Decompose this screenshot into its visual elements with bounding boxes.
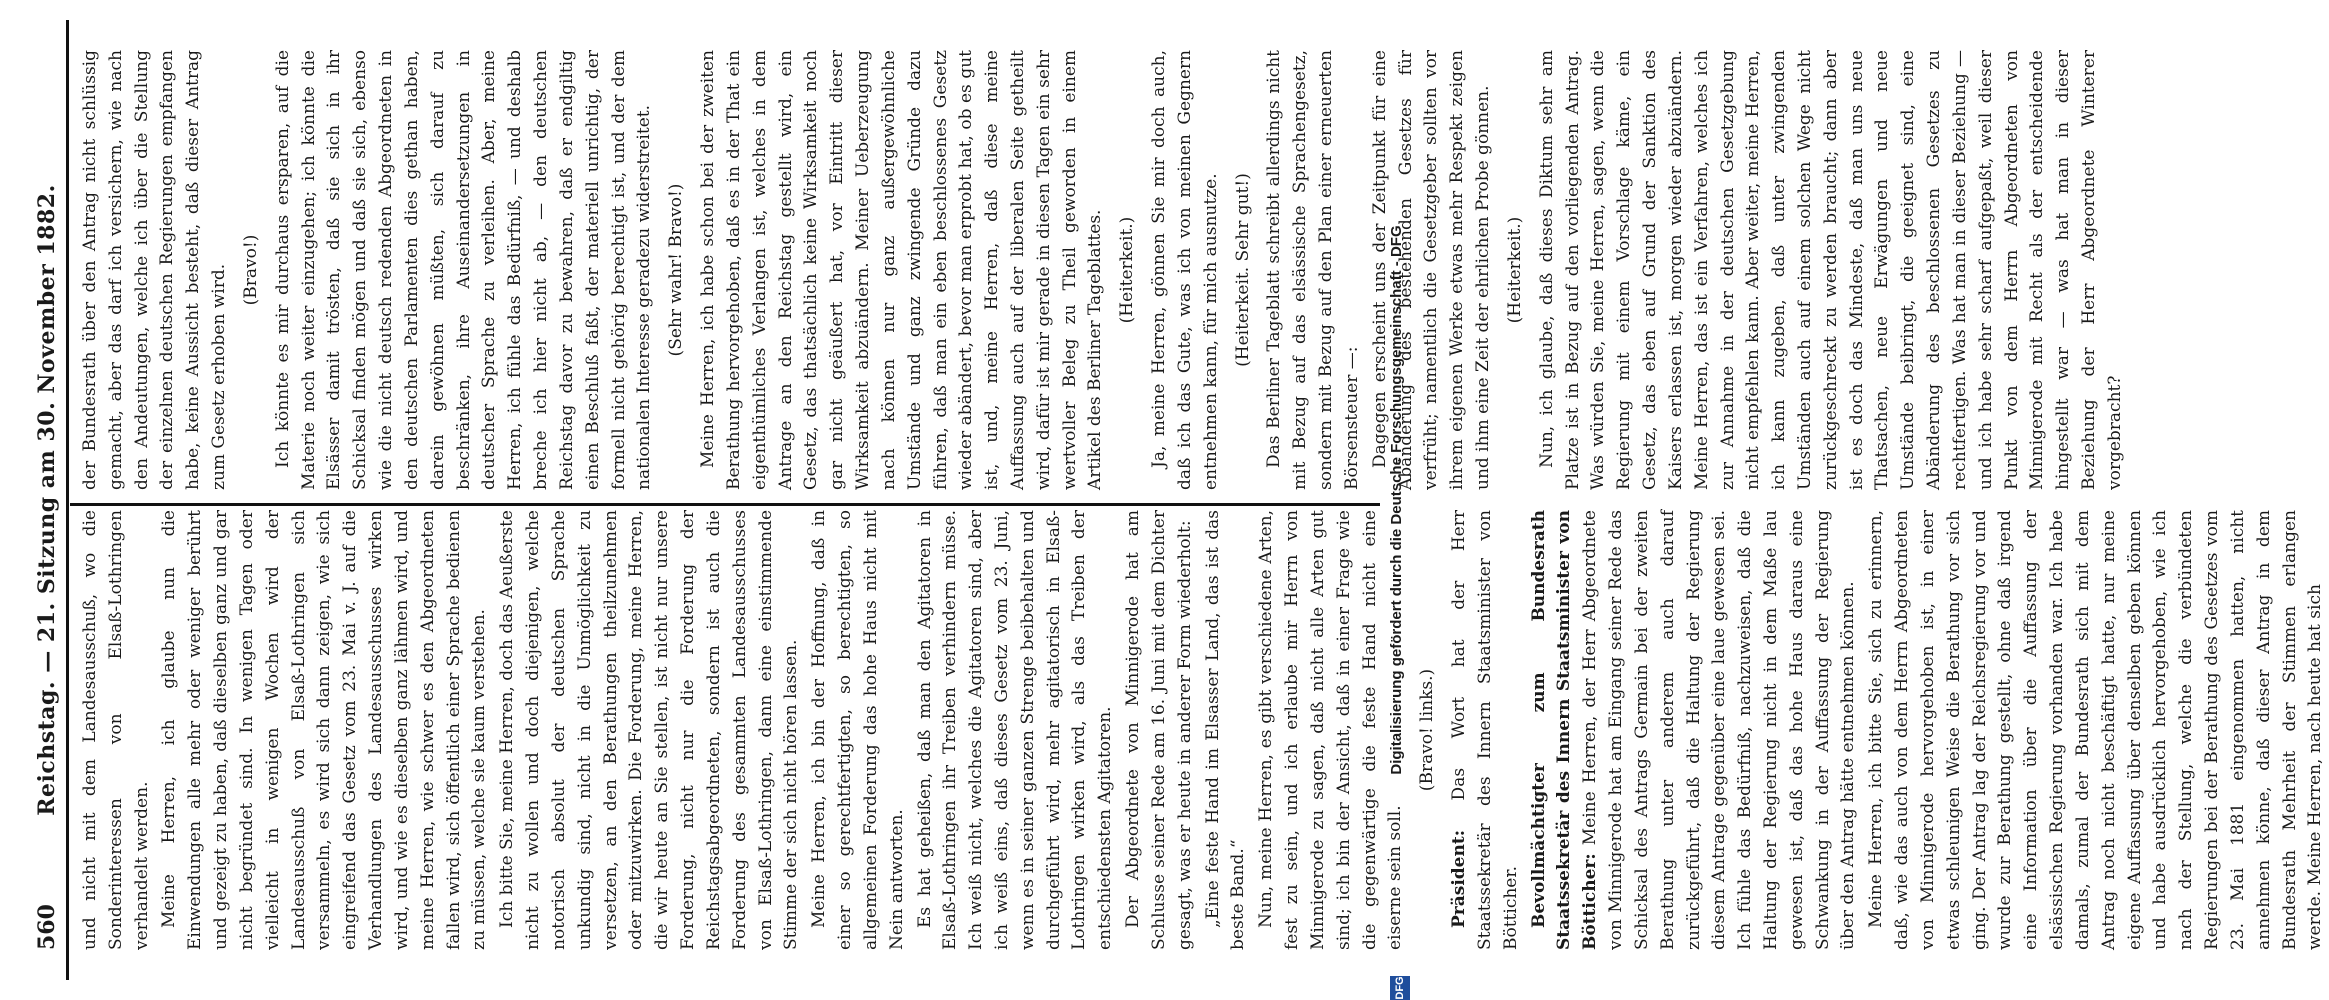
speaker-paragraph — [1527, 510, 1863, 950]
right-column — [78, 50, 2125, 490]
left-column — [78, 510, 2326, 950]
speech-text: Das Wort hat der Herr Staatssekretär des Innern Staatsminister von Bötticher. — [1449, 510, 1521, 950]
paragraph: Der Abgeordnete von Minnigerode hat am Schlusse seiner Rede am 16. Juni mit dem Dichter gesagt, was er heute in anderer Form wiederholt: — [1123, 510, 1195, 950]
header-rule — [66, 20, 69, 980]
paragraph: Meine Herren, ich bitte Sie, sich zu erinnern, daß, wie das auch von dem Herrn Abgeordneten von Minnigerode hervorgehoben ist, in einer etwas schleunigen Weise die Berathung vor sich ging. Der Antrag lag der Reichsregierung vor und wurde zur Berathung gestellt, ohne daß irgend eine Information über die Auffassung der elsässischen Regierung vorhanden war. Ich habe damals, zumal der Bundesrath sich mit dem Antrag noch nicht beschäftigt hatte, nur meine eigene Auffassung über denselben geben können und habe ausdrücklich hervorgehoben, wie ich nach der Stellung, welche die verbündeten Regierungen bei der Berathung des Gesetzes vom 23. Mai 1881 eingenommen hatten, nicht annehmen könne, daß dieser Antrag in dem Bundesrath Mehrheit der Stimmen erlangen werde. Meine Herren, nach heute hat sich — [1866, 510, 2326, 950]
speaker-name: Präsident: — [1449, 830, 1470, 928]
interjection: (Heiterkeit.) — [1504, 216, 1525, 324]
speaker-paragraph — [1447, 510, 1524, 950]
paragraph: Das Berliner Tageblatt schreibt allerdings nicht mit Bezug auf das elsässische Sprachengesetz, sondern mit Bezug auf den Plan einer erneuerten Börsensteuer —: — [1264, 50, 1362, 490]
page-header — [32, 0, 66, 1000]
speaker-name: Bevollmächtigter zum Bundesrath Staatssekretär des Innern Staatsminister von Bötticher: — [1528, 510, 1601, 950]
paragraph: Ich bitte Sie, meine Herren, doch das Aeußerste nicht zu wollen und doch diejenigen, welche notorisch absolut der deutschen Sprache unkundig sind, nicht in die Unmöglichkeit zu versetzen, an den Berathungen theilzunehmen oder mitzuwirken. Die Forderung, meine Herren, die wir heute an Sie stellen, ist nicht nur unsere Forderung, nicht nur die Forderung der Reichstagsabgeordneten, sondern ist auch die Forderung des gesammten Landesausschusses von Elsaß-Lothringen, dann eine einstimmende Stimme der sich nicht hören lassen. — [497, 510, 802, 950]
paragraph: der Bundesrath über den Antrag nicht schlüssig gemacht, aber das darf ich versichern, wie nach den Andeutungen, welche ich über die Stellung der einzelnen deutschen Regierungen empfangen habe, keine Aussicht besteht, daß dieser Antrag zum Gesetz erhoben wird. — [80, 50, 230, 490]
column-divider — [70, 503, 1380, 506]
paragraph: „Eine feste Hand im Elsasser Land, das ist das beste Band.“ — [1202, 510, 1249, 950]
dfg-logo: DFG — [1390, 976, 1410, 1000]
interjection: (Sehr wahr! Bravo!) — [666, 183, 687, 357]
paragraph: Nun, ich glaube, daß dieses Diktum sehr am Platze ist in Bezug auf den vorliegenden Antrag. Was würden Sie, meine Herren, sagen, wenn die Regierung mit einem Vorschlage käme, ein Gesetz, das eben auf Grund der Sanktion des Kaisers erlassen ist, morgen wieder abzuändern. Meine Herren, das ist ein Verfahren, welches ich zur Annahme in der deutschen Gesetzgebung nicht empfehlen kann. Aber weiter, meine Herren, ich kann zugeben, daß unter zwingenden Umständen auch auf einem solchen Wege nicht zurückgeschreckt zu werden braucht; dann aber ist es doch das Mindeste, daß man uns neue Thatsachen, neue Erwägungen und neue Umstände beibringt, die geeignet sind, eine Abänderung des beschlossenen Gesetzes zu rechtfertigen. Was hat man in dieser Beziehung — und ich habe sehr scharf aufgepaßt, weil dieser Punkt von dem Herrn Abgeordneten von Minnigerode mit Recht als der entscheidende hingestellt war — was hat man in dieser Beziehung der Herr Abgeordnete Winterer vorgebracht? — [1536, 50, 2125, 490]
interjection: (Heiterkeit.) — [1117, 216, 1138, 324]
interjection: (Bravo!) — [240, 234, 261, 306]
digitization-note: Digitalisierung gefördert durch die Deutsche Forschungsgemeinschaft - DFG — [1388, 225, 1405, 775]
paragraph: Ich könnte es mir durchaus ersparen, auf die Materie noch weiter einzugehen; ich könnte die Elsässer damit trösten, daß sie sich in ihr Schicksal finden mögen und daß sie sich, ebenso wie die nicht deutsch redenden Abgeordneten in den deutschen Parlamenten dies gethan haben, darein gewöhnen müßten, sich darauf zu beschränken, ihre Auseinandersetzungen in deutscher Sprache zu verleihen. Aber, meine Herren, ich fühle das Bedürfniß, — und deshalb breche ich hier nicht ab, — den deutschen Reichstag davor zu bewahren, daß er endgiltig einen Beschluß faßt, der materiell unrichtig, der formell nicht gehörig berechtigt ist, und der dem nationalen Interesse geradezu widerstreitet. — [272, 50, 655, 490]
interjection: (Bravo! links.) — [1417, 668, 1438, 792]
paragraph: Meine Herren, ich bin der Hoffnung, daß in einer so gerechtfertigten, so berechtigten, so allgemeinen Forderung das hohe Haus nicht mit Nein antworten. — [809, 510, 907, 950]
paragraph: Meine Herren, ich habe schon bei der zweiten Berathung hervorgehoben, daß es in der That ein eigenthümliches Verlangen ist, welches in dem Antrage an den Reichstag gestellt wird, ein Gesetz, das thatsächlich keine Wirksamkeit noch gar nicht geäußert hat, vor Eintritt dieser Wirksamkeit abzuändern. Meiner Ueberzeugung nach können nur ganz außergewöhnliche Umstände und ganz zwingende Gründe dazu führen, daß man ein eben beschlossenes Gesetz wieder abändert, bevor man erprobt hat, ob es gut ist, und, meine Herren, daß diese meine Auffassung auch auf der liberalen Seite getheilt wird, dafür ist mir gerade in diesen Tagen ein sehr wertvoller Beleg zu Theil geworden in einem Artikel des Berliner Tageblattes. — [698, 50, 1106, 490]
paragraph: Es hat geheißen, daß man den Agitatoren in Elsaß-Lothringen ihr Treiben verhindern müsse. Ich weiß nicht, welches die Agitatoren sind, aber ich weiß eins, daß dieses Gesetz vom 23. Juni, wenn es in seiner ganzen Strenge beibehalten und durchgeführt wird, mehr agitatorisch in Elsaß-Lothringen wirken wird, als das Treiben der entschiedensten Agitatoren. — [914, 510, 1116, 950]
paragraph: Dagegen erscheint uns der Zeitpunkt für eine Abänderung des bestehenden Gesetzes für verfrüht; namentlich die Gesetzgeber sollten vor ihrem eigenen Werke etwas mehr Respekt zeigen und ihm eine Zeit der ehrlichen Probe gönnen. — [1369, 50, 1494, 490]
paragraph: Nun, meine Herren, es gibt verschiedene Arten, fest zu sein, und ich erlaube mir Herrn von Minnigerode zu sagen, daß nicht alle Arten gut sind; ich bin der Ansicht, daß in einer Frage wie die gegenwärtige die feste Hand nicht eine eiserne sein soll. — [1256, 510, 1406, 950]
interjection: (Heiterkeit. Sehr gut!) — [1232, 173, 1253, 367]
speech-text: Meine Herren, der Herr Abgeordnete von Minnigerode hat am Eingang seiner Rede das Schicksal des Antrags Germain bei der zweiten Berathung unter anderem auch darauf zurückgeführt, daß die Haltung der Regierung diesem Antrage gegenüber eine laue gewesen sei. Ich fühle das Bedürfniß, nachzuweisen, daß die Haltung der Regierung nicht in dem Maße lau gewesen ist, daß das hohe Haus daraus eine Schwankung in der Auffassung der Regierung über den Antrag hätte entnehmen können. — [1580, 510, 1859, 950]
paragraph: Meine Herren, ich glaube nun die Einwendungen alle mehr oder weniger berührt und gezeigt zu haben, daß dieselben ganz und gar nicht begründet sind. In wenigen Tagen oder vielleicht in wenigen Wochen wird der Landesausschuß von Elsaß-Lothringen sich versammeln, es wird sich dann zeigen, wie sich eingreifend das Gesetz vom 23. Mai v. J. auf die Verhandlungen des Landesausschusses wirken wird, und wie es dieselben ganz lähmen wird, und meine Herren, wie schwer es den Abgeordneten fallen wird, sich öffentlich einer Sprache bedienen zu müssen, welche sie kaum verstehen. — [159, 510, 490, 950]
running-title: Reichstag. — 21. Sitzung am 30. November 1882. — [34, 184, 60, 816]
paragraph: und nicht mit dem Landesausschuß, wo die Sonderinteressen von Elsaß-Lothringen verhandelt werden. — [80, 510, 152, 950]
page-number: 560 — [34, 904, 60, 950]
paragraph: Ja, meine Herren, gönnen Sie mir doch auch, daß ich das Gute, was ich von meinen Gegnern entnehmen kann, für mich ausnutze. — [1149, 50, 1221, 490]
